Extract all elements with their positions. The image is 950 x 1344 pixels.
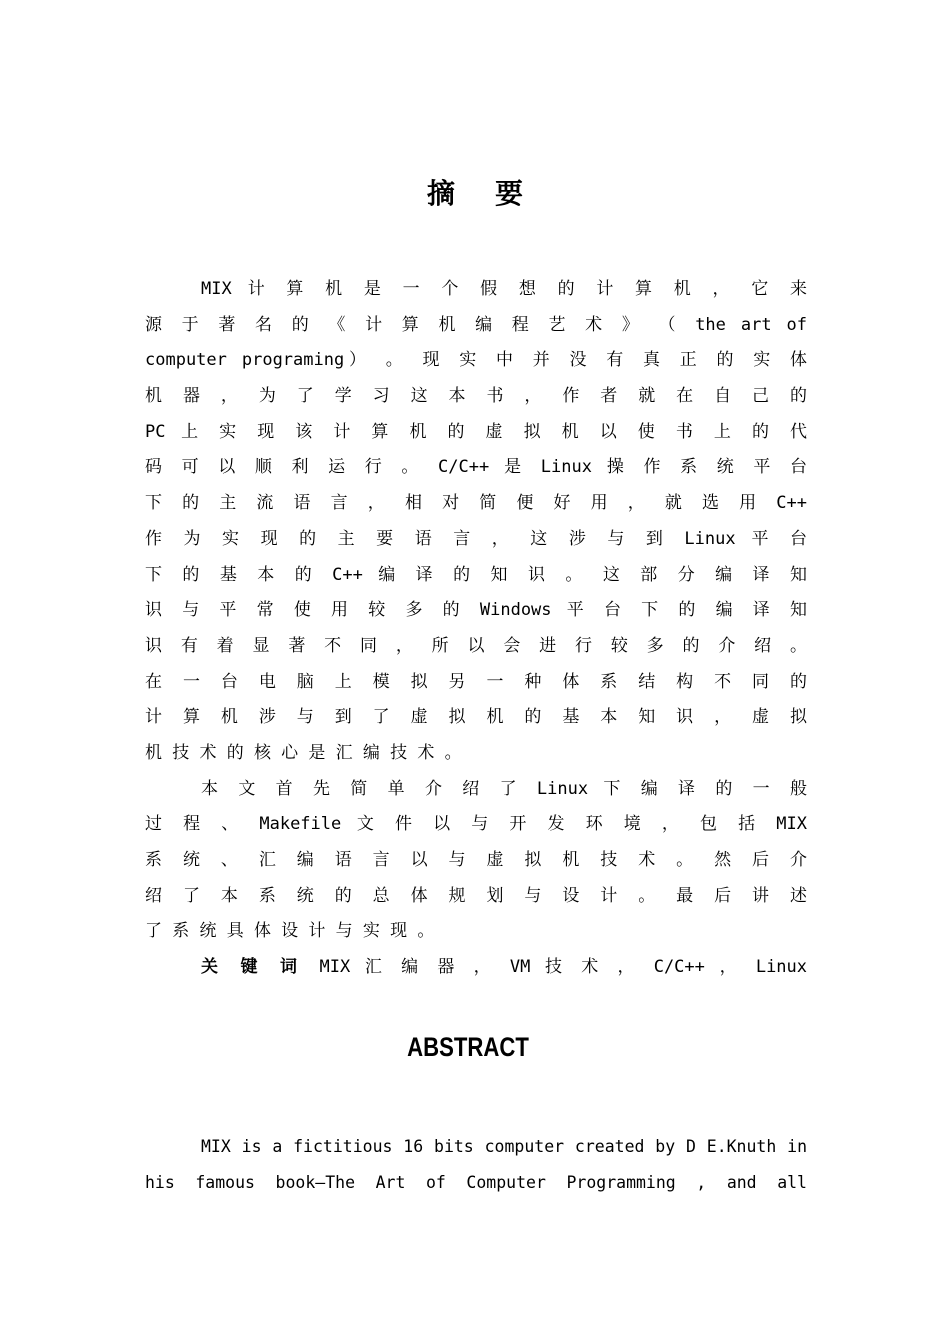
- text-line: 在 一 台 电 脑 上 模 拟 另 一 种 体 系 结 构 不 同 的: [145, 671, 807, 692]
- text-line: MIX is a fictitious 16 bits computer created by D E.Knuth in: [201, 1137, 807, 1156]
- text-line: 过 程 、 Makefile 文 件 以 与 开 发 环 境 ， 包 括 MIX: [145, 814, 807, 835]
- keywords-text: MIX 汇 编 器 ， VM 技 术 ， C/C++ ， Linux: [319, 957, 808, 978]
- text-line: 机 技 术 的 核 心 是 汇 编 技 术 。: [145, 742, 462, 763]
- text-line: 下 的 主 流 语 言 ， 相 对 简 便 好 用 ， 就 选 用 C++: [145, 493, 807, 514]
- text-line: 源 于 著 名 的 《 计 算 机 编 程 艺 术 》 （ the art of: [145, 314, 807, 335]
- text-line: 绍 了 本 系 统 的 总 体 规 划 与 设 计 。 最 后 讲 述: [145, 885, 807, 906]
- text-line: MIX 计 算 机 是 一 个 假 想 的 计 算 机 ， 它 来: [201, 279, 807, 299]
- text-line: 了 系 统 具 体 设 计 与 实 现 。: [145, 921, 435, 942]
- chinese-abstract-title: 摘要: [426, 177, 563, 210]
- text-line: his famous book—The Art of Computer Programming , and all: [145, 1173, 807, 1192]
- text-line: 识 有 着 显 著 不 同 ， 所 以 会 进 行 较 多 的 介 绍 。: [145, 635, 807, 656]
- keywords-line: [145, 950, 807, 986]
- text-line: 码 可 以 顺 利 运 行 。 C/C++ 是 Linux 操 作 系 统 平 台: [145, 457, 807, 478]
- chinese-abstract-body: [145, 272, 807, 986]
- english-abstract-body: [145, 1129, 807, 1201]
- text-line: 下 的 基 本 的 C++ 编 译 的 知 识 。 这 部 分 编 译 知: [145, 564, 807, 585]
- text-line: 本 文 首 先 简 单 介 绍 了 Linux 下 编 译 的 一 般: [201, 778, 807, 799]
- text-line: 识 与 平 常 使 用 较 多 的 Windows 平 台 下 的 编 译 知: [145, 600, 807, 621]
- english-abstract-title: ABSTRACT: [407, 1032, 529, 1062]
- text-line: 计 算 机 涉 与 到 了 虚 拟 机 的 基 本 知 识 ， 虚 拟: [145, 707, 807, 728]
- text-line: computer programing） 。 现 实 中 并 没 有 真 正 的 实 体: [145, 350, 807, 371]
- keywords-label: 关键词: [201, 957, 320, 978]
- text-line: 系 统 、 汇 编 语 言 以 与 虚 拟 机 技 术 。 然 后 介: [145, 850, 807, 870]
- text-line: 作 为 实 现 的 主 要 语 言 ， 这 涉 与 到 Linux 平 台: [145, 528, 807, 549]
- text-line: 机 器 ， 为 了 学 习 这 本 书 ， 作 者 就 在 自 己 的: [145, 386, 807, 407]
- text-line: PC 上 实 现 该 计 算 机 的 虚 拟 机 以 使 书 上 的 代: [145, 421, 807, 442]
